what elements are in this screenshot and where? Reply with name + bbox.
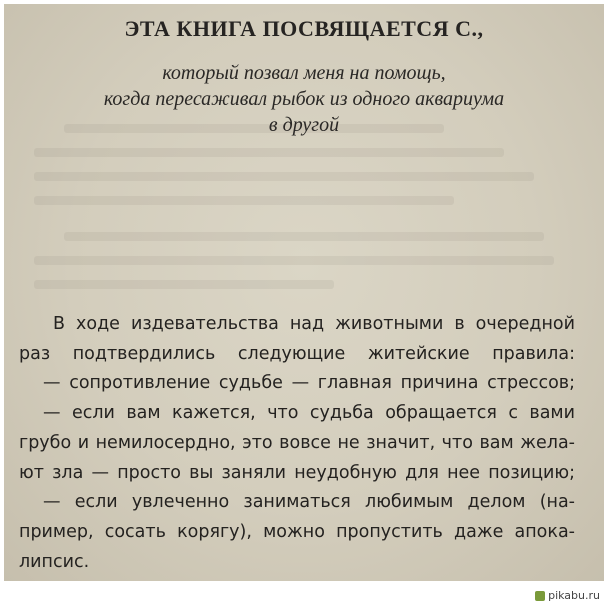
body-line: — если вам кажется, что судьба обращается с вами <box>43 403 575 424</box>
site-watermark <box>535 589 600 602</box>
dedication-line: когда пересаживал рыбок из одного аквариума <box>103 88 505 110</box>
watermark-text: pikabu.ru <box>548 589 600 602</box>
body-line: раз подтвердились следующие житейские правила: <box>19 343 575 364</box>
body-line: В ходе издевательства над животными в очередной <box>53 314 575 334</box>
body-line: липсис. <box>19 551 90 572</box>
body-line: — сопротивление судьбе — главная причина стрессов; <box>43 373 575 394</box>
body-paragraph <box>19 310 575 577</box>
body-line: — если увлеченно заниматься любимым делом (на- <box>43 492 575 513</box>
pikabu-logo-icon <box>535 591 545 601</box>
book-page <box>4 4 604 581</box>
body-line: пример, сосать корягу), можно пропустить даже апока- <box>19 521 575 542</box>
body-line: грубо и немилосердно, это вовсе не значит, что вам жела- <box>19 432 575 453</box>
body-line: ют зла — просто вы заняли неудобную для нее позицию; <box>19 462 575 483</box>
dedication-title: ЭТА КНИГА ПОСВЯЩАЕТСЯ С., <box>124 16 484 41</box>
dedication-subtitle <box>4 60 604 138</box>
dedication-line: в другой <box>268 114 340 136</box>
show-through-text <box>4 124 604 324</box>
dedication-line: который позвал меня на помощь, <box>162 62 446 84</box>
